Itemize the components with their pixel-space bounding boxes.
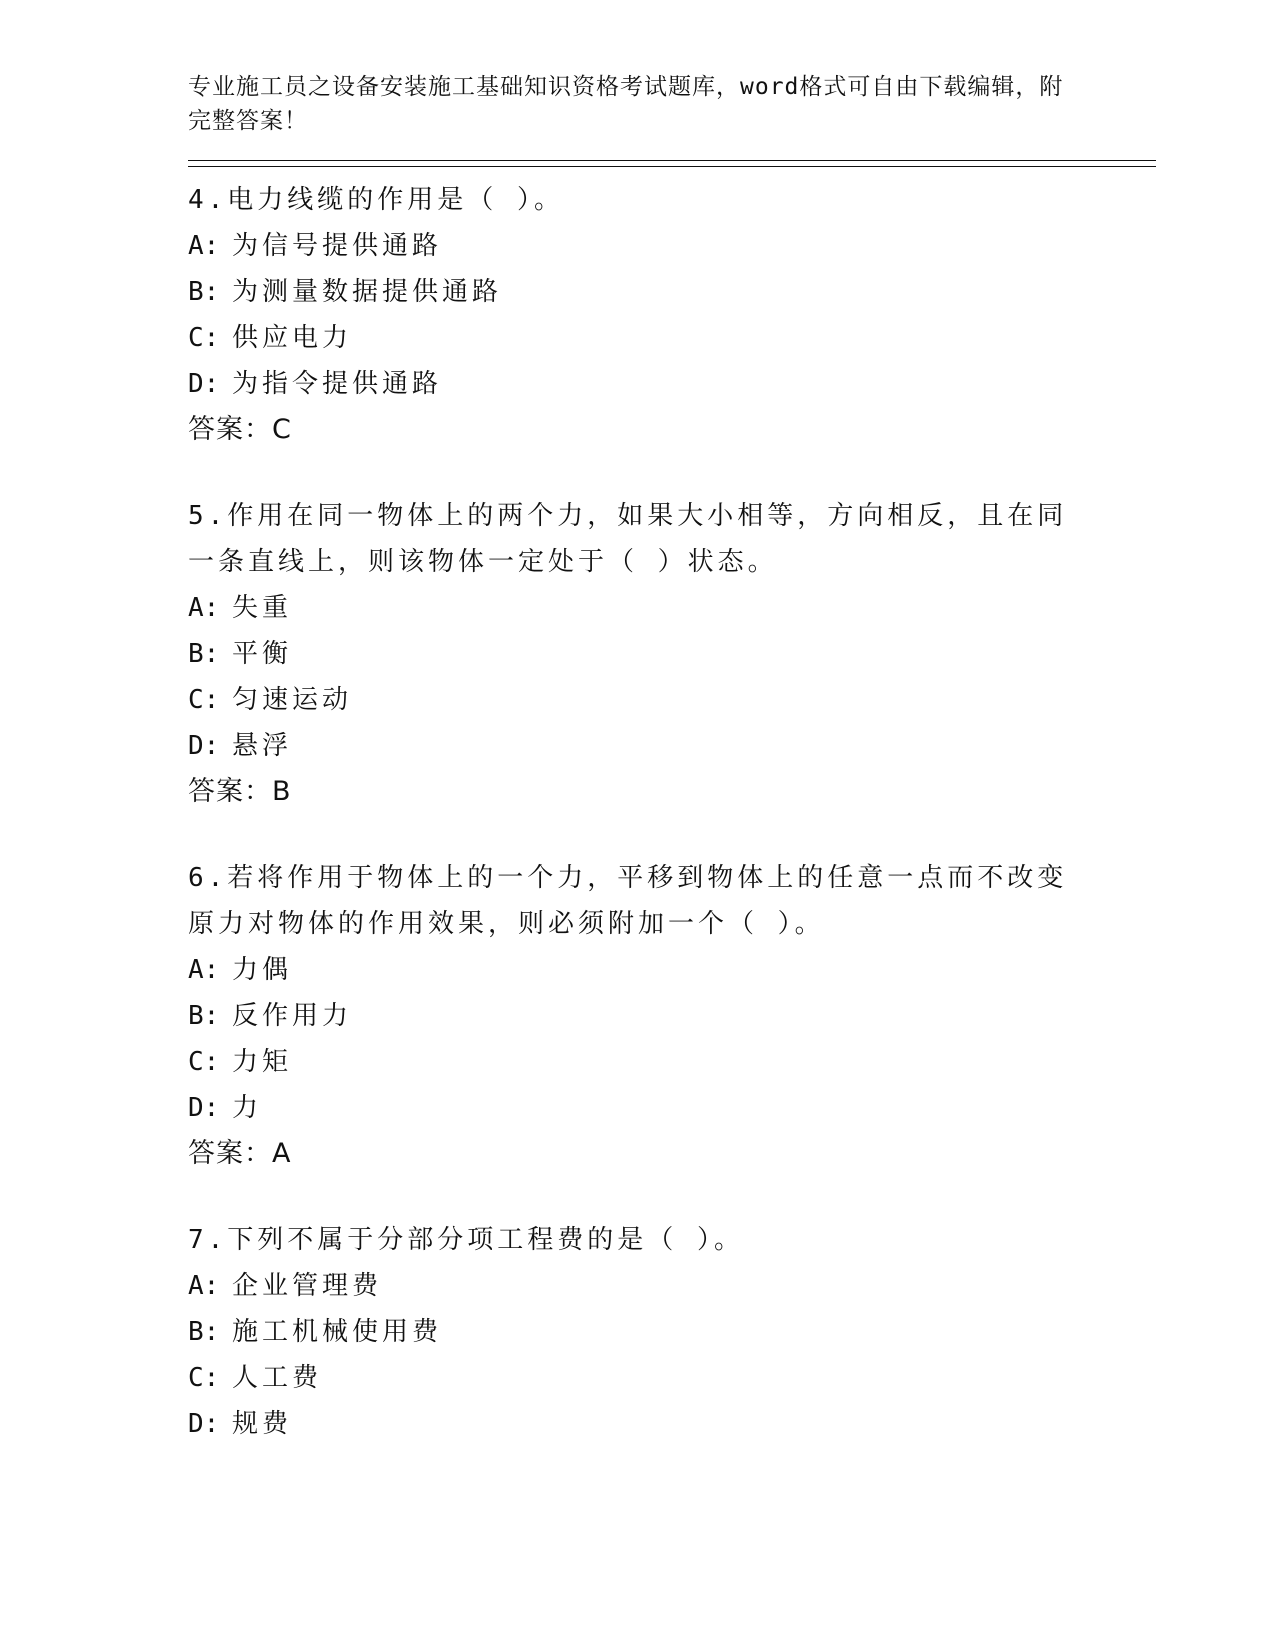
question-option (188, 269, 1156, 315)
question-option (188, 1263, 1156, 1309)
question-option (188, 631, 1156, 677)
document-header: 专业施工员之设备安装施工基础知识资格考试题库，word格式可自由下载编辑，附完整答案！ (188, 74, 1064, 134)
question-stem: 5.作用在同一物体上的两个力，如果大小相等，方向相反，且在同一条直线上，则该物体一定处于（ ）状态。 (188, 501, 1068, 577)
question-option (188, 947, 1156, 993)
question-option (188, 1039, 1156, 1085)
option-key: C: (188, 323, 220, 353)
option-text: 企业管理费 (232, 1271, 383, 1301)
question-option (188, 585, 1156, 631)
option-key: A: (188, 1271, 220, 1301)
question-option (188, 361, 1156, 407)
option-text: 失重 (232, 593, 293, 623)
option-text: 悬浮 (232, 731, 293, 761)
header-divider (188, 160, 1156, 167)
question-list (188, 177, 1156, 1447)
question-option (188, 1309, 1156, 1355)
question-option (188, 993, 1156, 1039)
option-key: B: (188, 639, 220, 669)
option-key: A: (188, 593, 220, 623)
option-key: C: (188, 1363, 220, 1393)
option-key: D: (188, 731, 220, 761)
question-stem: 7.下列不属于分部分项工程费的是（ ）。 (188, 1225, 744, 1255)
option-text: 为指令提供通路 (232, 369, 443, 399)
question-item (188, 493, 1156, 815)
option-text: 为信号提供通路 (232, 231, 443, 261)
option-key: A: (188, 231, 220, 261)
question-option (188, 1401, 1156, 1447)
option-text: 力偶 (232, 955, 293, 985)
question-answer: 答案：A (188, 1138, 292, 1169)
question-item (188, 855, 1156, 1177)
option-text: 规费 (232, 1409, 293, 1439)
option-key: B: (188, 1001, 220, 1031)
option-key: B: (188, 277, 220, 307)
question-option (188, 1355, 1156, 1401)
option-text: 为测量数据提供通路 (232, 277, 503, 307)
option-text: 力矩 (232, 1047, 293, 1077)
question-option (188, 1085, 1156, 1131)
question-item (188, 177, 1156, 453)
option-text: 反作用力 (232, 1001, 353, 1031)
question-option (188, 315, 1156, 361)
option-text: 供应电力 (232, 323, 353, 353)
question-answer: 答案：B (188, 776, 292, 807)
question-option (188, 677, 1156, 723)
option-text: 平衡 (232, 639, 293, 669)
option-key: C: (188, 685, 220, 715)
option-key: B: (188, 1317, 220, 1347)
question-stem: 4.电力线缆的作用是（ ）。 (188, 185, 564, 215)
question-option (188, 723, 1156, 769)
option-text: 人工费 (232, 1363, 323, 1393)
document-page (188, 70, 1156, 1487)
question-stem: 6.若将作用于物体上的一个力，平移到物体上的任意一点而不改变原力对物体的作用效果，则必须附加一个（ ）。 (188, 863, 1068, 939)
option-text: 匀速运动 (232, 685, 353, 715)
question-answer: 答案：C (188, 414, 292, 445)
option-key: C: (188, 1047, 220, 1077)
option-text: 施工机械使用费 (232, 1317, 443, 1347)
option-text: 力 (232, 1093, 263, 1123)
option-key: D: (188, 1409, 220, 1439)
option-key: A: (188, 955, 220, 985)
question-item (188, 1217, 1156, 1447)
option-key: D: (188, 1093, 220, 1123)
question-option (188, 223, 1156, 269)
option-key: D: (188, 369, 220, 399)
